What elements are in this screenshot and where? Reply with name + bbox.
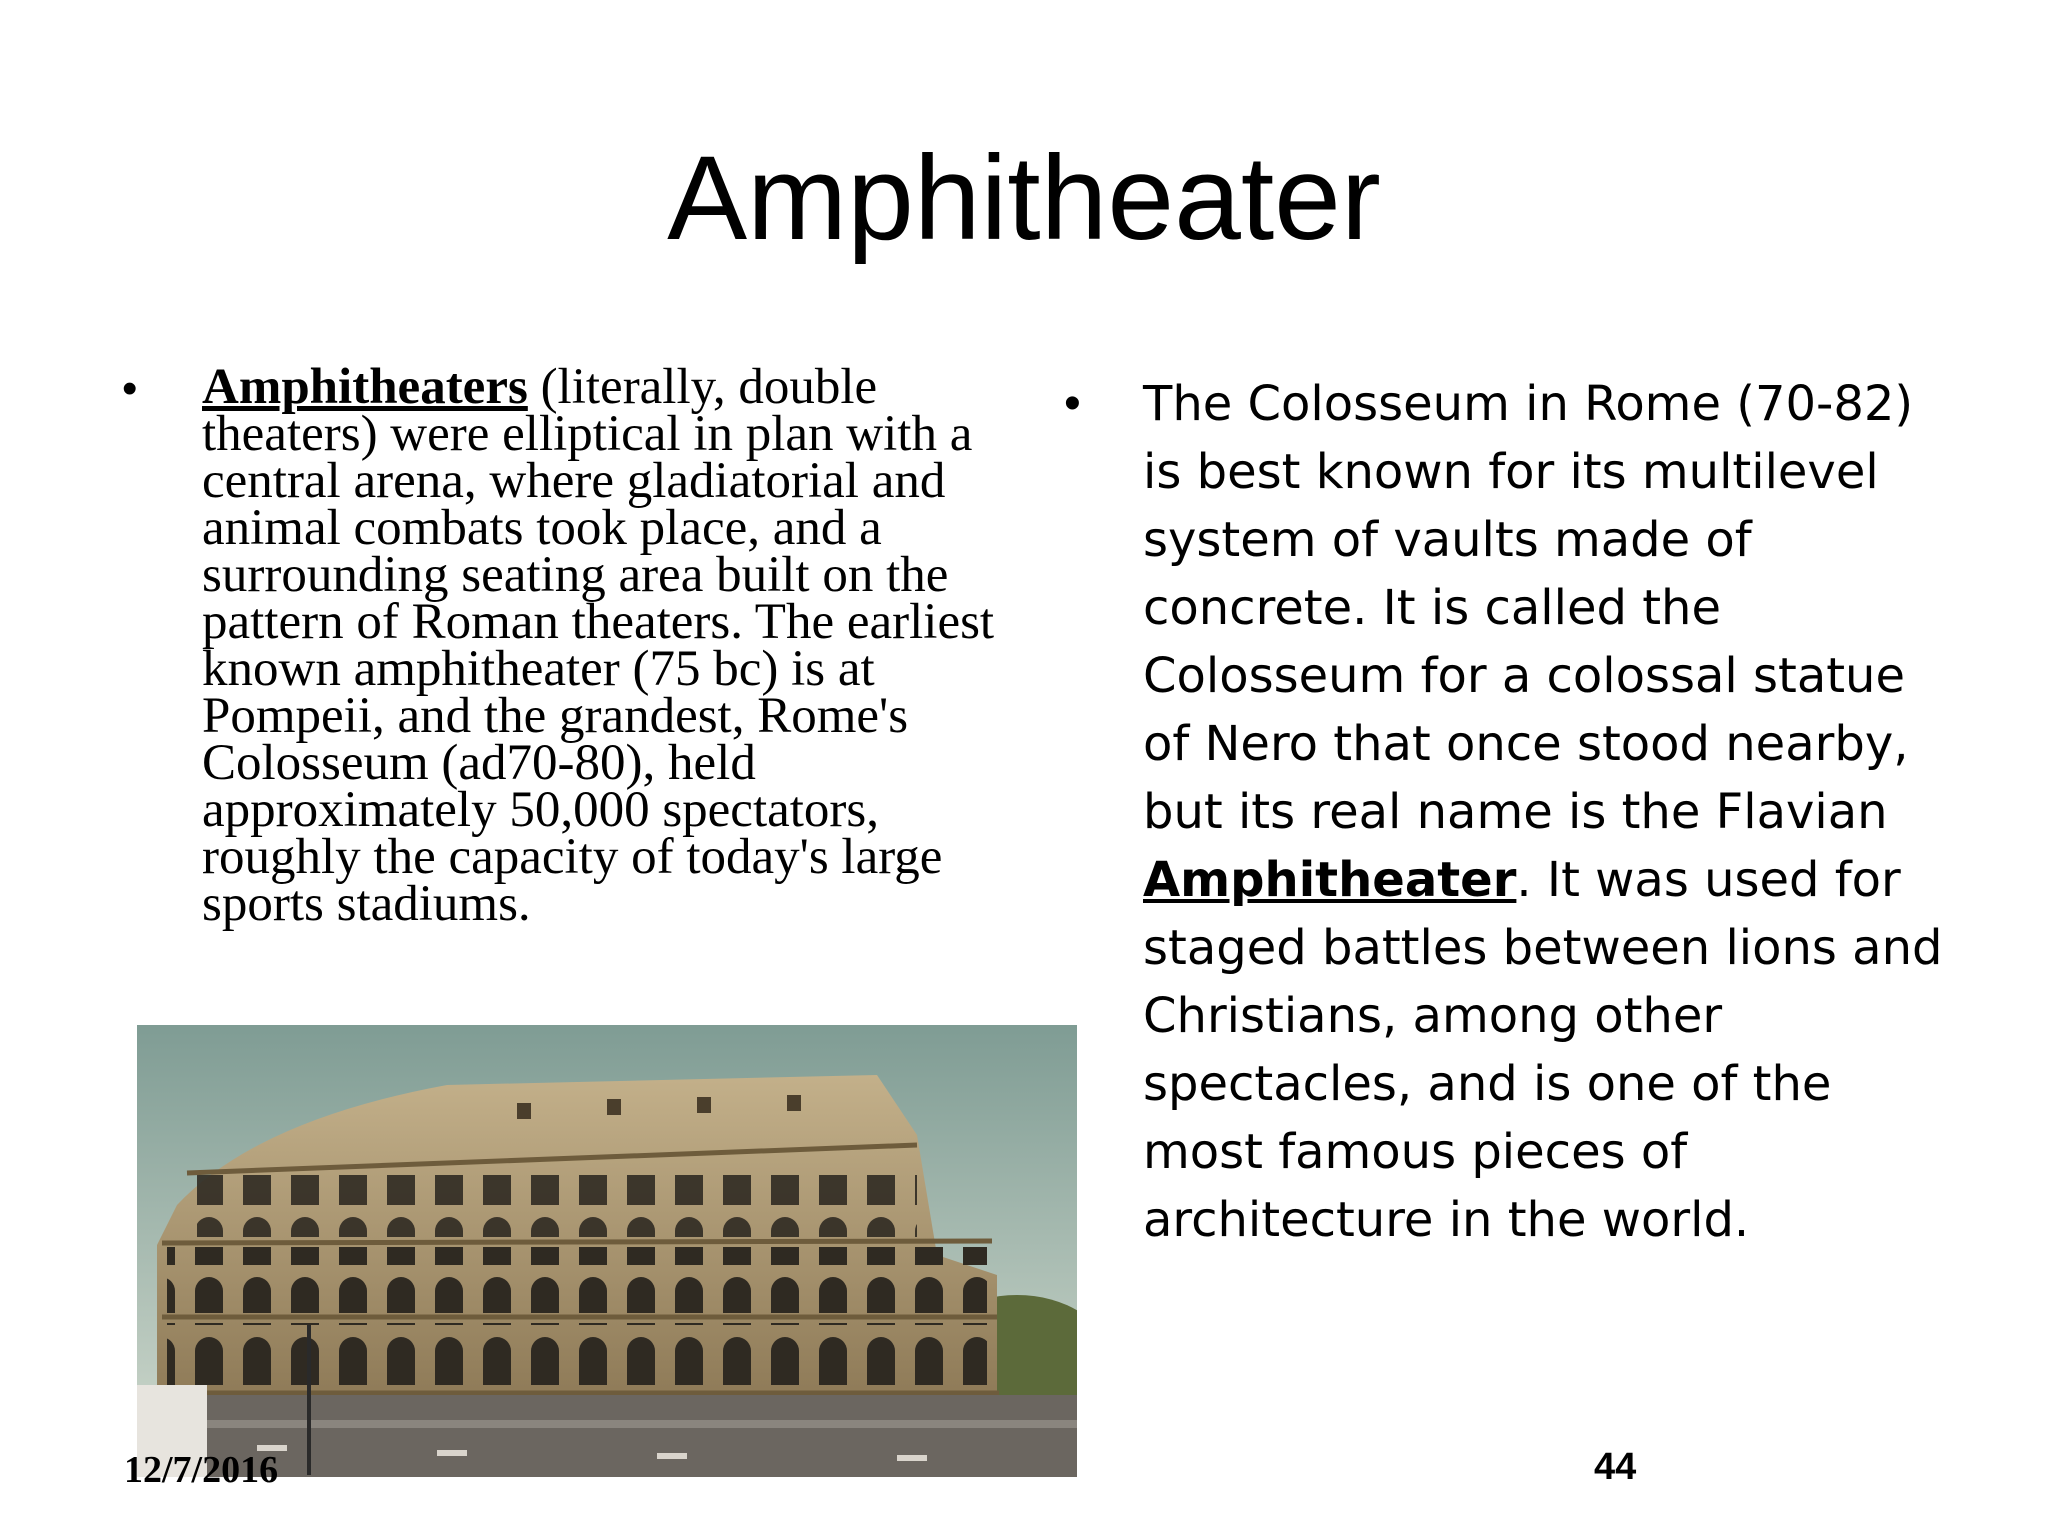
left-bullet-text	[202, 359, 1022, 932]
colosseum-photo	[137, 1025, 1077, 1477]
bullet-marker-left: •	[122, 364, 138, 413]
right-bullet-body-end: . It was used for staged battles between lions and Christians, among other spectacles, and is one of the most famous pieces of architecture in the world.	[1143, 852, 1943, 1248]
left-bullet-body: (literally, double theaters) were elliptical in plan with a central arena, where gladiatorial and animal combats took place, and a surrounding seating area built on the pattern of Roman theaters. The earliest known amphitheater (75 bc) is at Pompeii, and the grandest, Rome's Colosseum (ad70-80), held approximately 50,000 spectators, roughly the capacity of today's large sports stadiums.	[202, 359, 995, 932]
page-number: 44	[1594, 1446, 1637, 1488]
left-bullet-term: Amphitheaters	[202, 359, 528, 415]
bullet-marker-right: •	[1064, 377, 1081, 430]
right-bullet-term: Amphitheater	[1143, 852, 1517, 908]
right-bullet-text	[1143, 370, 1963, 1254]
right-bullet-body-start: The Colosseum in Rome (70-82) is best known for its multilevel system of vaults made of concrete. It is called the Colosseum for a colossal statue of Nero that once stood nearby, but its real name is the Flavian	[1143, 376, 1914, 840]
slide-title: Amphitheater	[667, 131, 1381, 265]
footer-date: 12/7/2016	[124, 1449, 279, 1491]
